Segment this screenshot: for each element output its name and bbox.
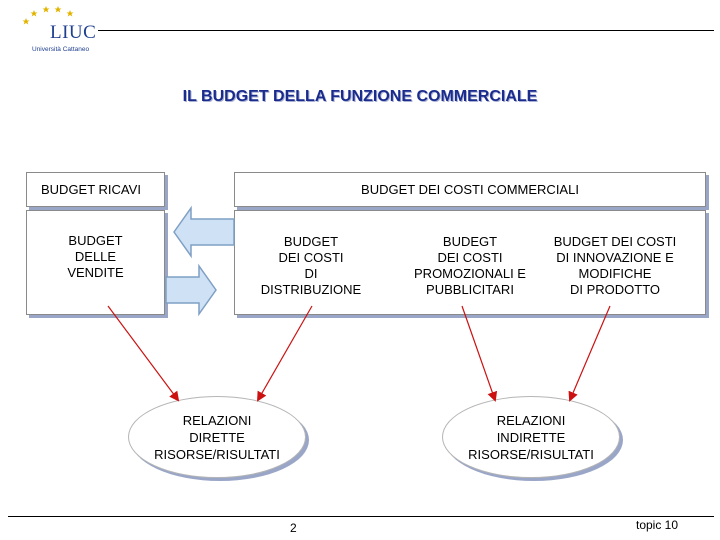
left-block-arrow-icon: [174, 208, 234, 256]
costi-promozionali-label: BUDEGT DEI COSTI PROMOZIONALI E PUBBLICITARI: [414, 234, 526, 297]
costi-commerciali-header: BUDGET DEI COSTI COMMERCIALI: [361, 182, 579, 197]
logo-wordmark: LIUC: [50, 22, 97, 43]
vendite-to-dirette-arrow: [108, 306, 178, 400]
budget-ricavi-header: BUDGET RICAVI: [41, 182, 141, 197]
bottom-divider: [8, 516, 714, 517]
innovazione-to-indirette-arrow: [570, 306, 610, 400]
costi-innovazione-label: BUDGET DEI COSTI DI INNOVAZIONE E MODIFICHE DI PRODOTTO: [553, 234, 677, 297]
relazioni-indirette-label: RELAZIONI INDIRETTE RISORSE/RISULTATI: [468, 412, 594, 462]
logo-subtitle: Università Cattaneo: [32, 46, 90, 53]
relazioni-dirette-label: RELAZIONI DIRETTE RISORSE/RISULTATI: [154, 412, 280, 462]
costi-distribuzione-label: BUDGET DEI COSTI DI DISTRIBUZIONE: [260, 234, 362, 297]
budget-vendite-label: BUDGET DELLE VENDITE: [67, 233, 124, 280]
promozionali-to-indirette-arrow: [462, 306, 495, 400]
distribuzione-to-dirette-arrow: [258, 306, 312, 400]
page-title: IL BUDGET DELLA FUNZIONE COMMERCIALE: [182, 88, 538, 105]
right-block-arrow-icon: [166, 266, 216, 314]
topic-label: topic 10: [636, 518, 679, 532]
page-number: 2: [290, 521, 297, 535]
